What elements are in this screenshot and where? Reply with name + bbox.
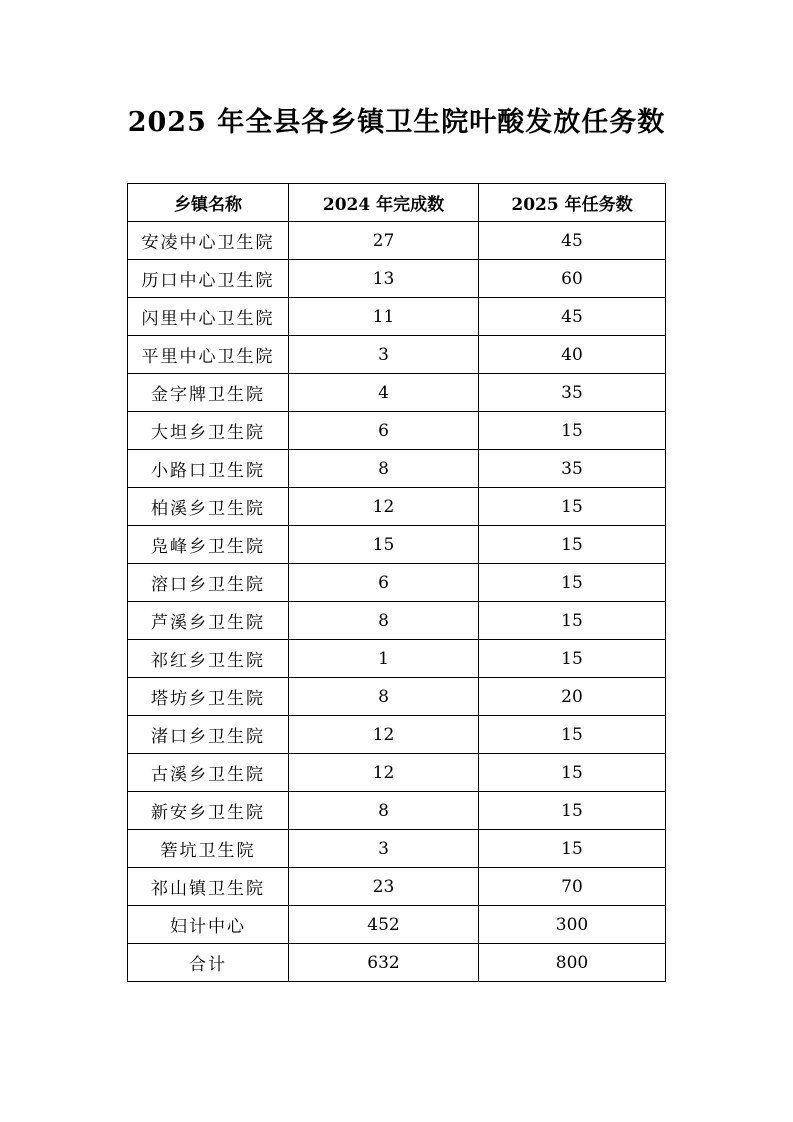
total-target-2025-cell: 800	[479, 944, 666, 982]
completed-2024-cell: 452	[289, 906, 479, 944]
completed-2024-cell: 12	[289, 716, 479, 754]
table-row	[128, 260, 666, 298]
target-2025-cell: 45	[479, 298, 666, 336]
target-2025-cell: 40	[479, 336, 666, 374]
column-header-2025-target: 2025 年任务数	[479, 184, 666, 222]
table-row	[128, 298, 666, 336]
completed-2024-cell: 23	[289, 868, 479, 906]
target-2025-cell: 20	[479, 678, 666, 716]
table-header-row	[128, 184, 666, 222]
township-name-cell: 大坦乡卫生院	[128, 412, 289, 450]
completed-2024-cell: 1	[289, 640, 479, 678]
target-2025-cell: 15	[479, 792, 666, 830]
table-row	[128, 640, 666, 678]
table-row	[128, 564, 666, 602]
township-name-cell: 平里中心卫生院	[128, 336, 289, 374]
target-2025-cell: 15	[479, 564, 666, 602]
table-row	[128, 450, 666, 488]
township-name-cell: 祁红乡卫生院	[128, 640, 289, 678]
township-name-cell: 新安乡卫生院	[128, 792, 289, 830]
table-row	[128, 754, 666, 792]
target-2025-cell: 15	[479, 754, 666, 792]
target-2025-cell: 15	[479, 830, 666, 868]
township-name-cell: 安凌中心卫生院	[128, 222, 289, 260]
target-2025-cell: 15	[479, 716, 666, 754]
township-name-cell: 柏溪乡卫生院	[128, 488, 289, 526]
township-name-cell: 古溪乡卫生院	[128, 754, 289, 792]
table-row	[128, 830, 666, 868]
target-2025-cell: 300	[479, 906, 666, 944]
total-completed-2024-cell: 632	[289, 944, 479, 982]
township-name-cell: 塔坊乡卫生院	[128, 678, 289, 716]
completed-2024-cell: 3	[289, 830, 479, 868]
target-2025-cell: 60	[479, 260, 666, 298]
table-row	[128, 526, 666, 564]
completed-2024-cell: 6	[289, 564, 479, 602]
table-row	[128, 868, 666, 906]
completed-2024-cell: 8	[289, 450, 479, 488]
completed-2024-cell: 8	[289, 792, 479, 830]
table-row	[128, 222, 666, 260]
target-2025-cell: 70	[479, 868, 666, 906]
table-row	[128, 374, 666, 412]
task-table	[127, 183, 666, 982]
township-name-cell: 历口中心卫生院	[128, 260, 289, 298]
total-label-cell: 合计	[128, 944, 289, 982]
township-name-cell: 凫峰乡卫生院	[128, 526, 289, 564]
completed-2024-cell: 12	[289, 488, 479, 526]
completed-2024-cell: 6	[289, 412, 479, 450]
completed-2024-cell: 8	[289, 602, 479, 640]
total-row	[128, 944, 666, 982]
township-name-cell: 芦溪乡卫生院	[128, 602, 289, 640]
target-2025-cell: 35	[479, 450, 666, 488]
table-row	[128, 716, 666, 754]
completed-2024-cell: 15	[289, 526, 479, 564]
table-row	[128, 336, 666, 374]
completed-2024-cell: 8	[289, 678, 479, 716]
township-name-cell: 溶口乡卫生院	[128, 564, 289, 602]
table-row	[128, 488, 666, 526]
completed-2024-cell: 11	[289, 298, 479, 336]
table-row	[128, 602, 666, 640]
table-row	[128, 792, 666, 830]
township-name-cell: 闪里中心卫生院	[128, 298, 289, 336]
target-2025-cell: 15	[479, 640, 666, 678]
township-name-cell: 小路口卫生院	[128, 450, 289, 488]
column-header-2024-completed: 2024 年完成数	[289, 184, 479, 222]
completed-2024-cell: 13	[289, 260, 479, 298]
target-2025-cell: 35	[479, 374, 666, 412]
township-name-cell: 妇计中心	[128, 906, 289, 944]
table-row	[128, 678, 666, 716]
township-name-cell: 箬坑卫生院	[128, 830, 289, 868]
page-title: 2025 年全县各乡镇卫生院叶酸发放任务数	[127, 107, 666, 138]
township-name-cell: 渚口乡卫生院	[128, 716, 289, 754]
township-name-cell: 金字牌卫生院	[128, 374, 289, 412]
target-2025-cell: 15	[479, 412, 666, 450]
completed-2024-cell: 3	[289, 336, 479, 374]
column-header-township: 乡镇名称	[128, 184, 289, 222]
target-2025-cell: 15	[479, 602, 666, 640]
table-row	[128, 412, 666, 450]
target-2025-cell: 15	[479, 526, 666, 564]
table-row	[128, 906, 666, 944]
completed-2024-cell: 27	[289, 222, 479, 260]
table-body	[128, 222, 666, 982]
completed-2024-cell: 12	[289, 754, 479, 792]
completed-2024-cell: 4	[289, 374, 479, 412]
township-name-cell: 祁山镇卫生院	[128, 868, 289, 906]
target-2025-cell: 15	[479, 488, 666, 526]
target-2025-cell: 45	[479, 222, 666, 260]
